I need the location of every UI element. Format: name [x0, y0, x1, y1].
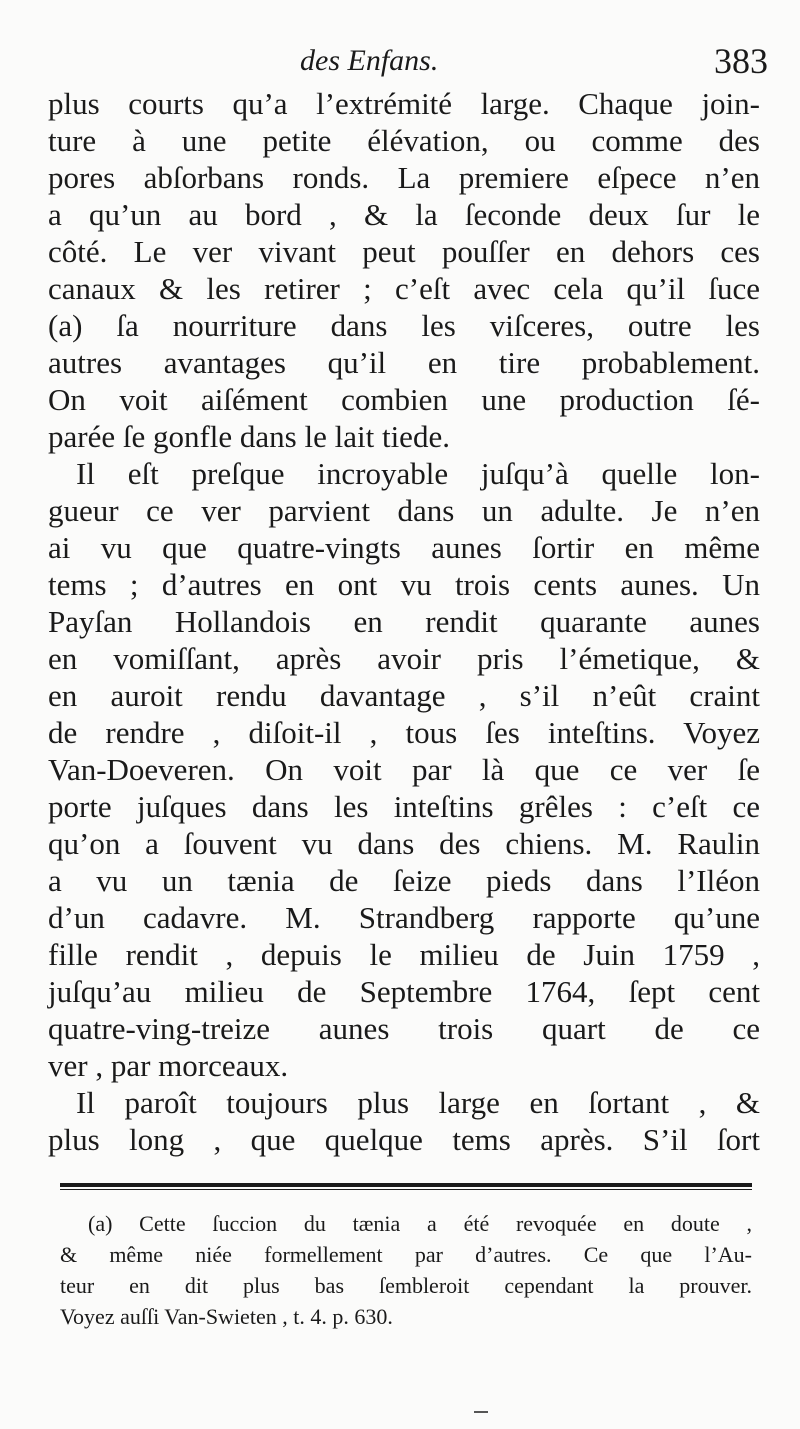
- running-head: des Enfans.: [300, 44, 439, 77]
- text-line: (a) ſa nourriture dans les viſceres, outre les: [48, 308, 760, 343]
- text-line: en auroit rendu davantage , s’il n’eût craint: [48, 678, 760, 713]
- body-text: [48, 85, 760, 1158]
- text-line: gueur ce ver parvient dans un adulte. Je n’en: [48, 493, 760, 528]
- text-line: porte juſques dans les inteſtins grêles : c’eſt ce: [48, 789, 760, 824]
- text-line: côté. Le ver vivant peut pouſſer en dehors ces: [48, 234, 760, 269]
- text-line: ture à une petite élévation, ou comme des: [48, 123, 760, 158]
- text-line: Payſan Hollandois en rendit quarante aunes: [48, 604, 760, 639]
- text-line: de rendre , diſoit-il , tous ſes inteſtins. Voyez: [48, 715, 760, 750]
- text-line: Van-Doeveren. On voit par là que ce ver ſe: [48, 752, 760, 787]
- text-line: fille rendit , depuis le milieu de Juin 1759 ,: [48, 937, 760, 972]
- text-line: qu’on a ſouvent vu dans des chiens. M. Raulin: [48, 826, 760, 861]
- page-bottom-mark: [474, 1411, 488, 1413]
- text-line: d’un cadavre. M. Strandberg rapporte qu’une: [48, 900, 760, 935]
- text-line: canaux & les retirer ; c’eſt avec cela qu’il ſuce: [48, 271, 760, 306]
- page-number: 383: [714, 41, 768, 81]
- footnote-line: Voyez auſſi Van-Swieten , t. 4. p. 630.: [60, 1304, 393, 1329]
- text-line: On voit aiſément combien une production ſé-: [48, 382, 760, 417]
- footnote-line: & même niée formellement par d’autres. Ce que l’Au-: [60, 1242, 752, 1267]
- text-line: en vomiſſant, après avoir pris l’émetique, &: [48, 641, 760, 676]
- footnote: [60, 1208, 752, 1332]
- text-line: plus long , que quelque tems après. S’il ſort: [48, 1122, 760, 1157]
- text-line: a vu un tænia de ſeize pieds dans l’Iléon: [48, 863, 760, 898]
- footnote-line: (a) Cette ſuccion du tænia a été revoquée en doute ,: [88, 1211, 752, 1236]
- page-header: [48, 40, 768, 90]
- footnote-line: teur en dit plus bas ſembleroit cependant la prouver.: [60, 1273, 752, 1298]
- footnote-divider: [60, 1183, 752, 1190]
- text-line: Il eſt preſque incroyable juſqu’à quelle lon-: [76, 456, 760, 491]
- text-line: ai vu que quatre-vingts aunes ſortir en même: [48, 530, 760, 565]
- text-line: juſqu’au milieu de Septembre 1764, ſept cent: [48, 974, 760, 1009]
- text-line: plus courts qu’a l’extrémité large. Chaque join-: [48, 86, 760, 121]
- text-line: Il paroît toujours plus large en ſortant , &: [76, 1085, 760, 1120]
- text-line: pores abſorbans ronds. La premiere eſpece n’en: [48, 160, 760, 195]
- text-line: parée ſe gonfle dans le lait tiede.: [48, 419, 450, 454]
- text-line: ver , par morceaux.: [48, 1048, 289, 1083]
- text-line: a qu’un au bord , & la ſeconde deux ſur le: [48, 197, 760, 232]
- text-line: quatre-ving-treize aunes trois quart de ce: [48, 1011, 760, 1046]
- text-line: tems ; d’autres en ont vu trois cents aunes. Un: [48, 567, 760, 602]
- text-line: autres avantages qu’il en tire probablement.: [48, 345, 760, 380]
